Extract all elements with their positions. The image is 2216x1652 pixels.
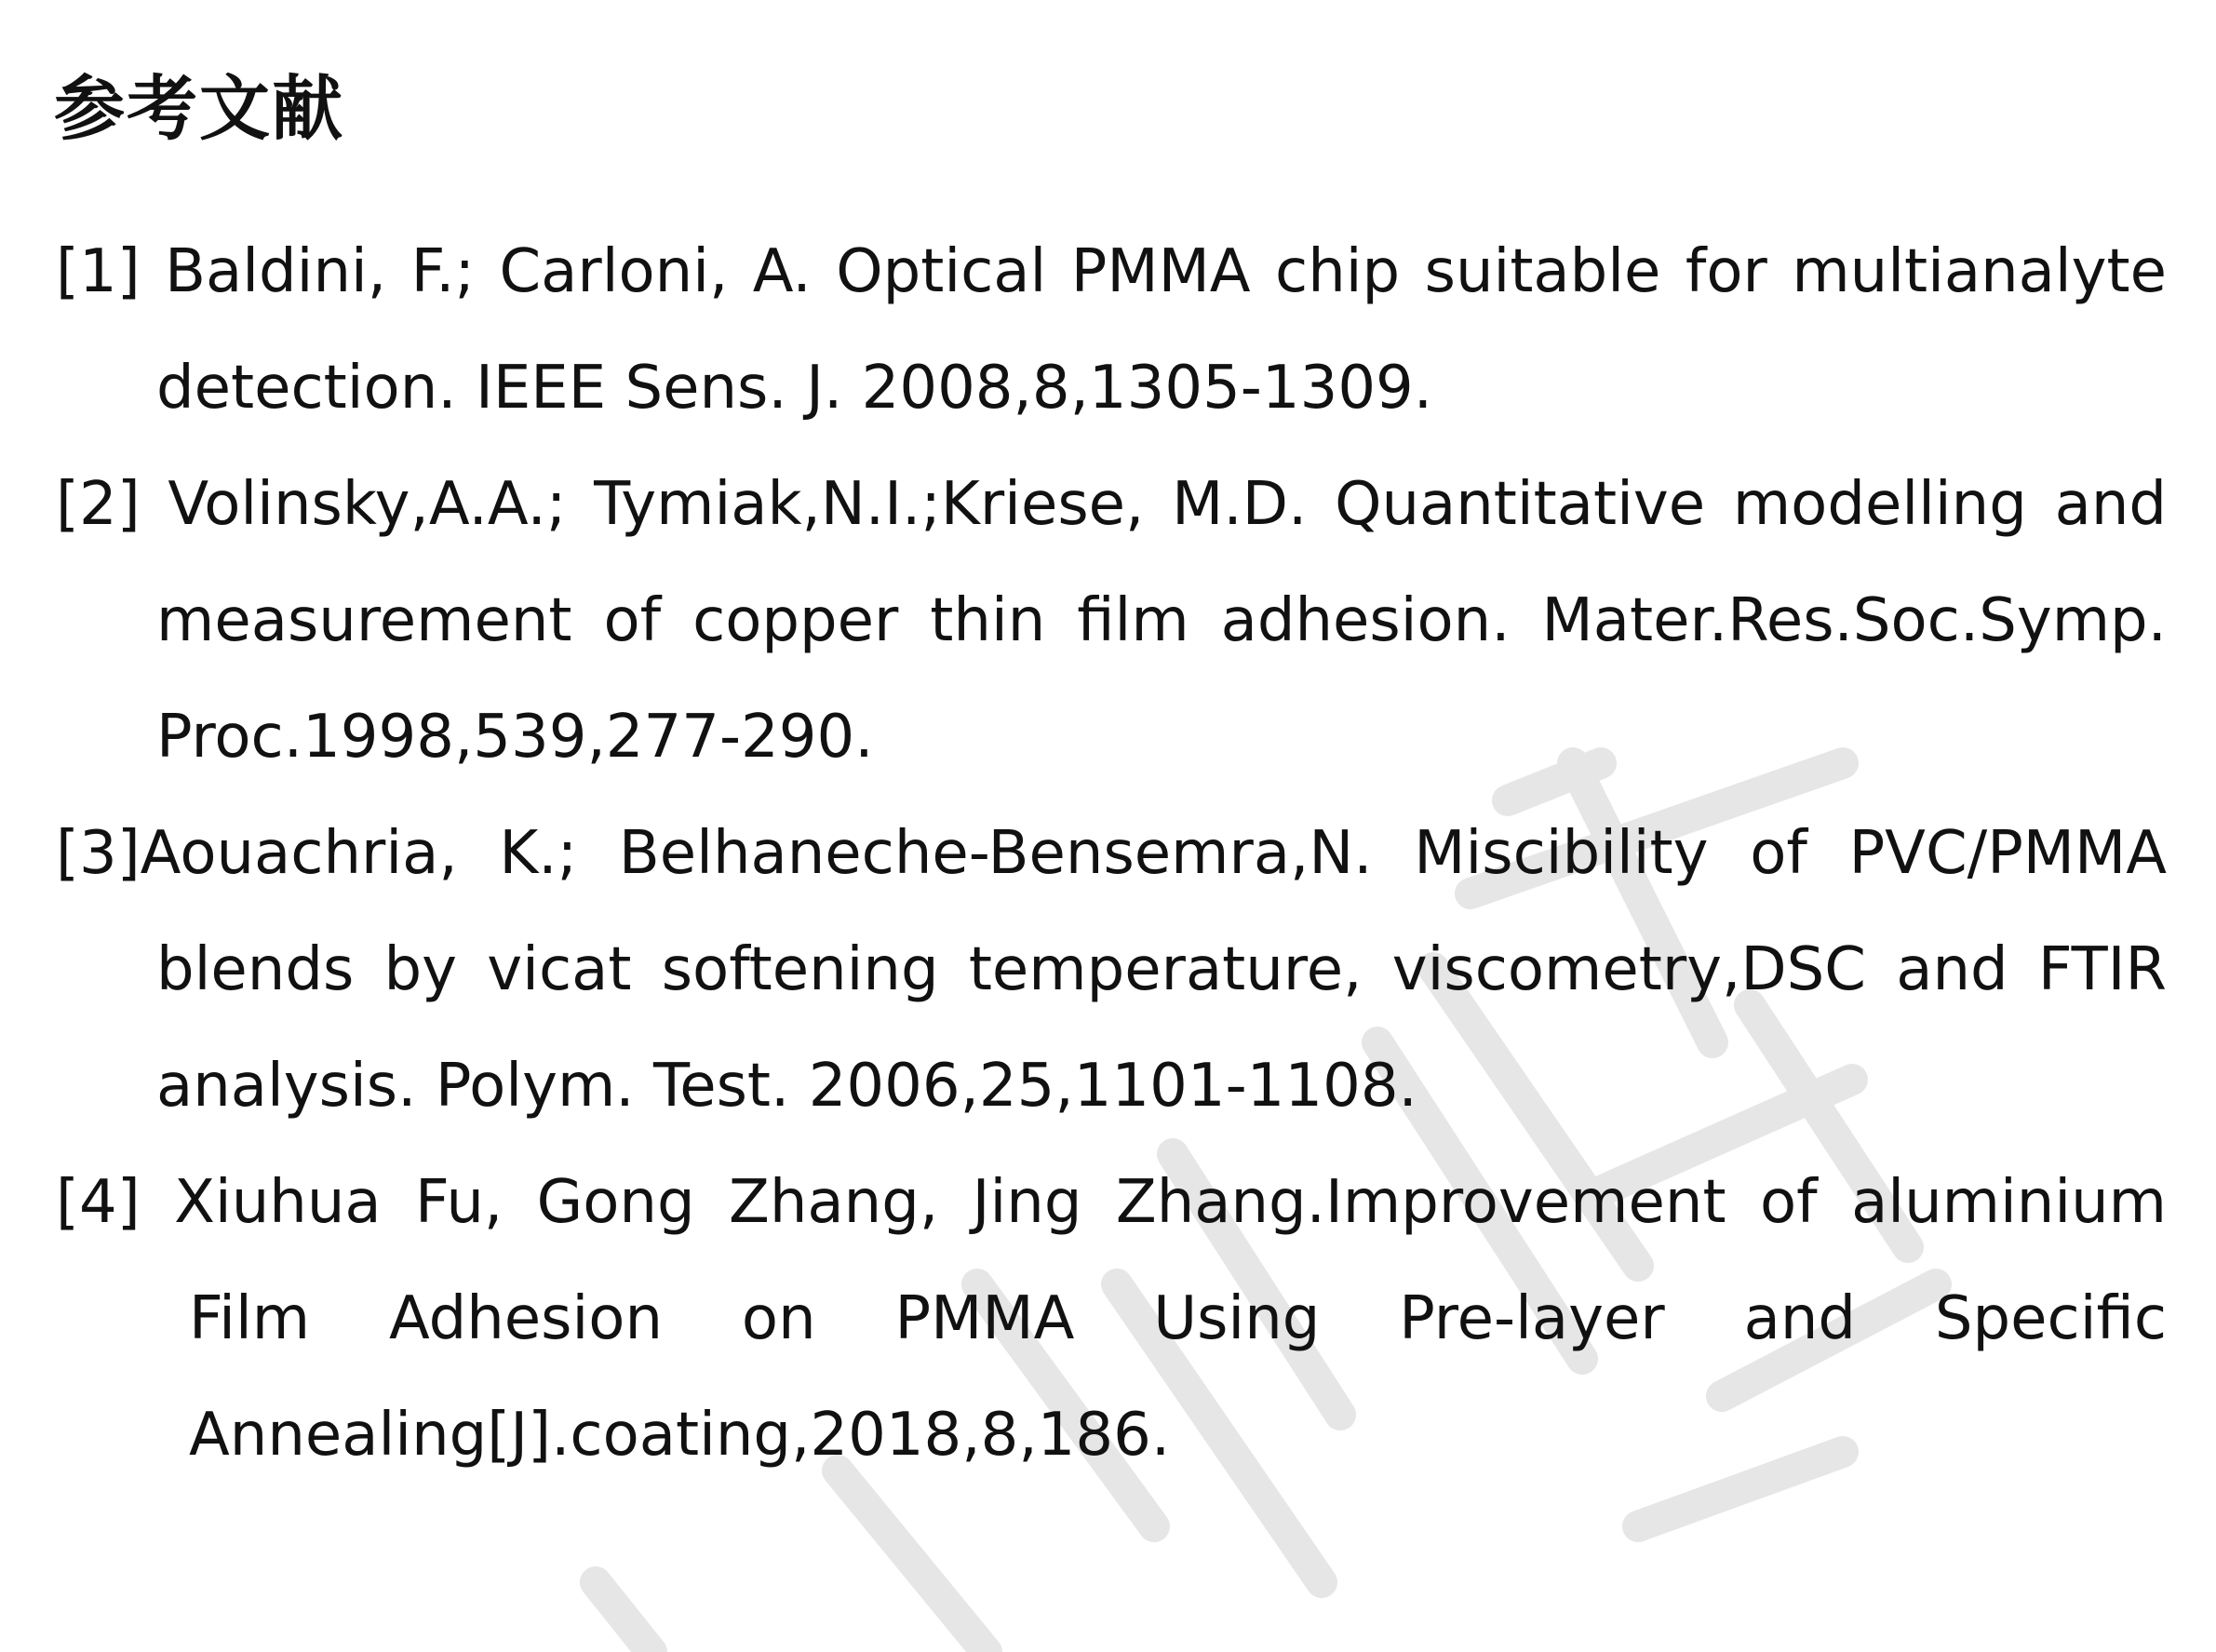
reference-item (56, 214, 2167, 447)
reference-text: Xiuhua Fu, Gong Zhang, Jing Zhang.Improvement of aluminium Film Adhesion on PMMA Using Pre-layer and Specific Annealing[J].coating,2018,8,186. (174, 1168, 2168, 1470)
reference-text: Baldini, F.; Carloni, A. Optical PMMA chip suitable for multianalyte detection. IEEE Sens. J. 2008,8,1305-1309. (156, 237, 2168, 423)
reference-list (56, 214, 2167, 1494)
reference-number: [2] (56, 470, 141, 539)
reference-item (56, 447, 2167, 796)
reference-number: [3] (56, 819, 141, 888)
reference-number: [4] (56, 1168, 141, 1237)
reference-item (56, 796, 2167, 1145)
reference-number: [1] (56, 237, 141, 306)
reference-item (56, 1145, 2167, 1494)
reference-text: Aouachria, K.; Belhaneche-Bensemra,N. Miscibility of PVC/PMMA blends by vicat softening temperature, viscometry,DSC and FTIR analysis. Polym. Test. 2006,25,1101-1108. (140, 819, 2167, 1121)
reference-text: Volinsky,A.A.; Tymiak,N.I.;Kriese, M.D. Quantitative modelling and measurement of copper thin film adhesion. Mater.Res.Soc.Symp. Proc.1998,539,277-290. (156, 470, 2168, 772)
page-title: 参考文献 (54, 67, 344, 150)
